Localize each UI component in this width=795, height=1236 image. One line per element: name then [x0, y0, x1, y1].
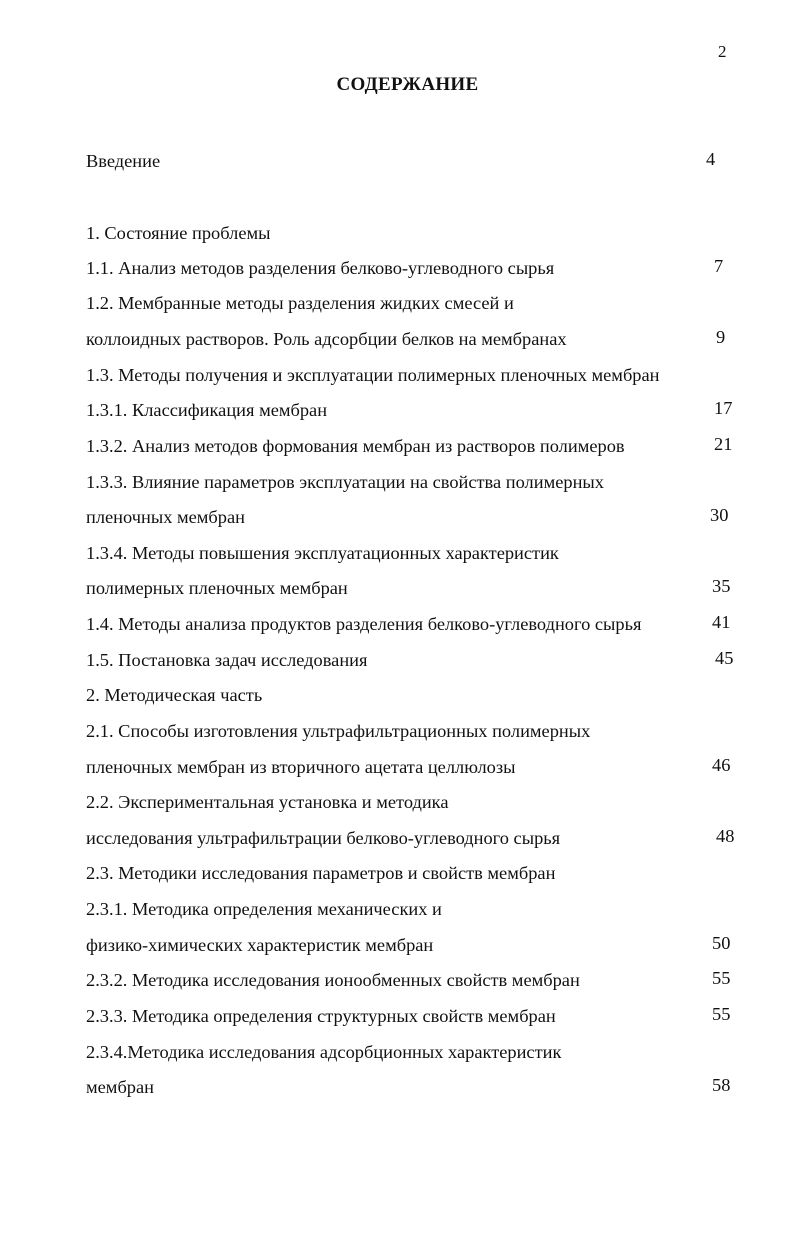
toc-entry-page: 21 — [714, 434, 733, 454]
page-title: СОДЕРЖАНИЕ — [336, 74, 479, 95]
toc-entry-text: 2.2. Экспериментальная установка и методика — [86, 792, 449, 812]
toc-entry-page: 17 — [714, 398, 733, 418]
toc-entry-text: 1.4. Методы анализа продуктов разделения белково-углеводного сырья — [86, 614, 642, 634]
toc-entry-text: исследования ультрафильтрации белково-углеводного сырья — [86, 828, 561, 848]
toc-entry-text: физико-химических характеристик мембран — [86, 935, 434, 955]
toc-entry-text: 1.3.4. Методы повышения эксплуатационных характеристик — [86, 543, 559, 563]
toc-entry-text: 2.3.2. Методика исследования ионообменных свойств мембран — [86, 970, 580, 990]
toc-entry-text: мембран — [86, 1077, 154, 1097]
toc-entry-text: 1.5. Постановка задач исследования — [86, 650, 368, 670]
toc-entry-text: 1.3.3. Влияние параметров эксплуатации на свойства полимерных — [86, 472, 604, 492]
toc-entry-page: 55 — [712, 968, 731, 988]
toc-entry-text: 2.3.4.Методика исследования адсорбционных характеристик — [86, 1042, 562, 1062]
toc-entry-text: 2. Методическая часть — [86, 685, 263, 705]
toc-entry-page: 9 — [716, 327, 726, 347]
toc-entry-page: 55 — [712, 1004, 731, 1024]
toc-entry-page: 35 — [712, 576, 731, 596]
toc-entry-page: 41 — [712, 612, 731, 632]
toc-entry-text: полимерных пленочных мембран — [86, 578, 348, 598]
toc-entry-page: 30 — [710, 505, 729, 525]
toc-entry-text: 1.3.1. Классификация мембран — [86, 400, 328, 420]
toc-entry-page: 48 — [716, 826, 735, 846]
toc-entry-text: Введение — [86, 151, 161, 171]
toc-entry-text: 1.3. Методы получения и эксплуатации полимерных пленочных мембран — [86, 365, 660, 385]
toc-entry-text: пленочных мембран из вторичного ацетата целлюлозы — [86, 757, 516, 777]
toc-entry-text: коллоидных растворов. Роль адсорбции белков на мембранах — [86, 329, 567, 349]
toc-entry-text: 2.1. Способы изготовления ультрафильтрационных полимерных — [86, 721, 591, 741]
toc-entry-page: 46 — [712, 755, 731, 775]
toc-entry-text: 1. Состояние проблемы — [86, 223, 271, 243]
toc-entry-page: 45 — [715, 648, 734, 668]
toc-entry-page: 50 — [712, 933, 731, 953]
toc-entry-page: 4 — [706, 149, 716, 169]
toc-entry-page: 58 — [712, 1075, 731, 1095]
toc-entry-page: 7 — [714, 256, 724, 276]
toc-entry-text: 2.3.3. Методика определения структурных свойств мембран — [86, 1006, 556, 1026]
toc-entry-text: 2.3. Методики исследования параметров и свойств мембран — [86, 863, 556, 883]
toc-entry-text: 1.2. Мембранные методы разделения жидких смесей и — [86, 293, 514, 313]
toc-entry-text: 1.3.2. Анализ методов формования мембран из растворов полимеров — [86, 436, 625, 456]
toc-entry-text: 1.1. Анализ методов разделения белково-углеводного сырья — [86, 258, 555, 278]
page-number: 2 — [718, 42, 727, 61]
toc-entry-text: 2.3.1. Методика определения механических и — [86, 899, 442, 919]
toc-entry-text: пленочных мембран — [86, 507, 245, 527]
